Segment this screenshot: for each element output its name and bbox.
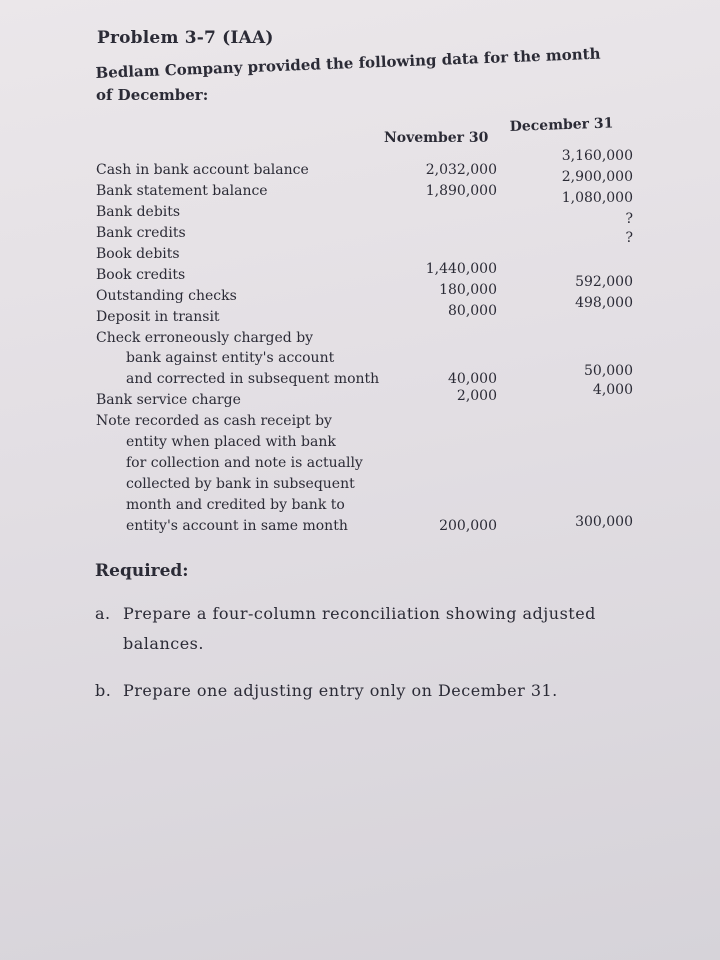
row-label: Deposit in transit (96, 309, 220, 325)
table-row (96, 434, 696, 455)
intro-line-1: Bedlam Company provided the following data for the month (95, 44, 601, 83)
december-value: 4,000 (592, 382, 633, 398)
table-row (96, 330, 696, 351)
december-value: 300,000 (575, 514, 633, 530)
table-row (96, 455, 696, 476)
row-label: Bank credits (96, 225, 186, 241)
row-label: Note recorded as cash receipt by (96, 413, 332, 429)
table-row (96, 382, 696, 413)
requirement-a-line-1: Prepare a four-column reconciliation showing adjusted (123, 604, 596, 623)
november-value: 180,000 (439, 282, 497, 298)
row-label: Cash in bank account balance (96, 162, 309, 178)
table-row (96, 514, 696, 539)
november-value: 200,000 (439, 518, 497, 534)
row-label: month and credited by bank to (126, 497, 345, 513)
requirement-a-continued (123, 630, 204, 657)
row-label: Outstanding checks (96, 288, 237, 304)
problem-intro (95, 44, 656, 106)
requirement-b-letter: b. (95, 681, 112, 700)
requirement-a (95, 600, 596, 627)
requirement-a-line-2: balances. (123, 634, 204, 653)
november-value: 2,000 (456, 388, 497, 404)
row-label: collected by bank in subsequent (126, 476, 355, 492)
november-value: 1,440,000 (425, 261, 497, 277)
december-value: 592,000 (575, 274, 633, 290)
december-value: 2,900,000 (561, 169, 633, 185)
november-value: 40,000 (448, 371, 497, 387)
intro-line-2: of December: (96, 86, 209, 104)
table-row (96, 476, 696, 497)
row-label: Bank debits (96, 204, 181, 220)
november-value: 1,890,000 (425, 183, 497, 199)
november-value: 2,032,000 (425, 162, 497, 178)
row-label: entity when placed with bank (126, 434, 336, 450)
december-value: 498,000 (575, 295, 633, 311)
requirement-a-letter: a. (95, 604, 111, 623)
column-header-november: November 30 (384, 130, 489, 146)
row-label: for collection and note is actually (126, 455, 363, 471)
table-row (96, 413, 696, 434)
row-label: Bank statement balance (96, 183, 268, 199)
row-label: entity's account in same month (126, 518, 348, 534)
december-value: ? (625, 230, 633, 246)
december-value: 3,160,000 (561, 148, 633, 164)
row-label: Check erroneously charged by (96, 330, 314, 346)
december-value: ? (625, 211, 633, 227)
row-label: Book credits (96, 267, 186, 283)
row-label: and corrected in subsequent month (126, 371, 380, 387)
row-label: Bank service charge (96, 392, 241, 408)
row-label: Book debits (96, 246, 180, 262)
required-heading: Required: (95, 561, 189, 581)
row-label: bank against entity's account (126, 350, 335, 366)
requirement-b (95, 677, 558, 704)
december-value: 50,000 (584, 363, 633, 379)
problem-title: Problem 3-7 (IAA) (97, 28, 274, 48)
requirement-b-text: Prepare one adjusting entry only on December 31. (123, 681, 558, 700)
column-header-december: December 31 (509, 115, 614, 135)
december-value: 1,080,000 (561, 190, 633, 206)
november-value: 80,000 (448, 303, 497, 319)
